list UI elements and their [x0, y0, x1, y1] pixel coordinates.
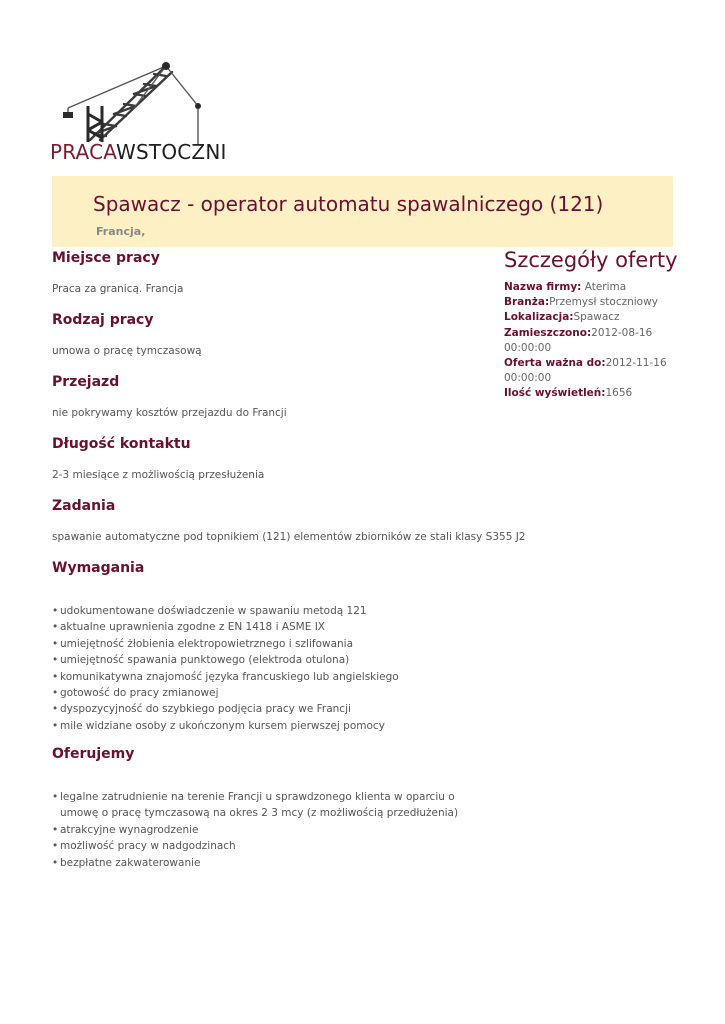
list-item: • udokumentowane doświadczenie w spawaniu metodą 121 [52, 603, 492, 619]
section-title-travel: Przejazd [52, 374, 120, 390]
detail-industry [504, 295, 674, 310]
offer-details-sidebar [504, 248, 678, 402]
offer-details-list [504, 280, 674, 402]
logo-wordmark [50, 142, 227, 162]
list-item: • legalne zatrudnienie na terenie Francji u sprawdzonego klienta w oparciu o umowę o pracę tymczasową na okres 2 3 mcy (z możliwością przedłużenia) [52, 789, 492, 822]
detail-value: Aterima [581, 281, 627, 293]
crane-icon [48, 56, 238, 146]
detail-value: 1656 [605, 387, 633, 400]
list-item: • możliwość pracy w nadgodzinach [52, 838, 492, 854]
detail-label: Ilość wyświetleń: [504, 387, 606, 400]
requirements-list [52, 603, 492, 734]
section-title-work-type: Rodzaj pracy [52, 312, 154, 328]
detail-value: 2012-08-16 00:00:00 [504, 326, 653, 354]
logo-text-wstoczni: WSTOCZNI [116, 140, 227, 164]
offer-list [52, 789, 492, 871]
detail-label: Branża: [504, 296, 550, 309]
section-title-workplace: Miejsce pracy [52, 250, 160, 266]
list-item: • gotowość do pracy zmianowej [52, 685, 492, 701]
section-text-travel: nie pokrywamy kosztów przejazdu do Francji [52, 407, 287, 419]
section-title-tasks: Zadania [52, 498, 116, 514]
logo-text-praca: PRACA [50, 140, 117, 164]
job-title: Spawacz - operator automatu spawalniczego (121) [93, 192, 604, 216]
list-item: • aktualne uprawnienia zgodne z EN 1418 i ASME IX [52, 619, 492, 635]
detail-valid-until [504, 356, 674, 386]
detail-value: Przemysł stoczniowy [549, 296, 658, 309]
list-item: • mile widziane osoby z ukończonym kursem pierwszej pomocy [52, 718, 492, 734]
section-title-contract-length: Długość kontaktu [52, 436, 191, 452]
section-text-contract-length: 2-3 miesiące z możliwością przesłużenia [52, 469, 265, 481]
list-item: • umiejętność spawania punktowego (elektroda otulona) [52, 652, 492, 668]
list-item: • dyspozycyjność do szybkiego podjęcia pracy we Francji [52, 701, 492, 717]
section-title-offer: Oferujemy [52, 746, 135, 762]
detail-posted [504, 326, 674, 356]
section-text-workplace: Praca za granicą. Francja [52, 283, 184, 295]
detail-views [504, 386, 674, 401]
detail-value: Spawacz [573, 311, 620, 324]
list-item: • komunikatywna znajomość języka francuskiego lub angielskiego [52, 669, 492, 685]
detail-location [504, 310, 674, 325]
section-text-tasks: spawanie automatyczne pod topnikiem (121) elementów zbiorników ze stali klasy S355 J2 [52, 531, 526, 543]
section-text-work-type: umowa o pracę tymczasową [52, 345, 202, 357]
detail-label: Zamieszczono: [504, 326, 592, 339]
list-item: • umiejętność żłobienia elektropowietrznego i szlifowania [52, 636, 492, 652]
list-item: • atrakcyjne wynagrodzenie [52, 822, 492, 838]
list-item: • bezpłatne zakwaterowanie [52, 855, 492, 871]
detail-label: Oferta ważna do: [504, 357, 606, 370]
section-title-requirements: Wymagania [52, 560, 145, 576]
job-header-banner [52, 176, 673, 247]
job-location: Francja, [96, 225, 146, 238]
detail-value: 2012-11-16 00:00:00 [504, 357, 667, 385]
detail-label: Lokalizacja: [504, 311, 574, 324]
offer-details-title: Szczegóły oferty [504, 248, 678, 272]
detail-label: Nazwa firmy: [504, 281, 582, 293]
detail-company [504, 280, 674, 295]
site-logo[interactable] [48, 56, 238, 168]
